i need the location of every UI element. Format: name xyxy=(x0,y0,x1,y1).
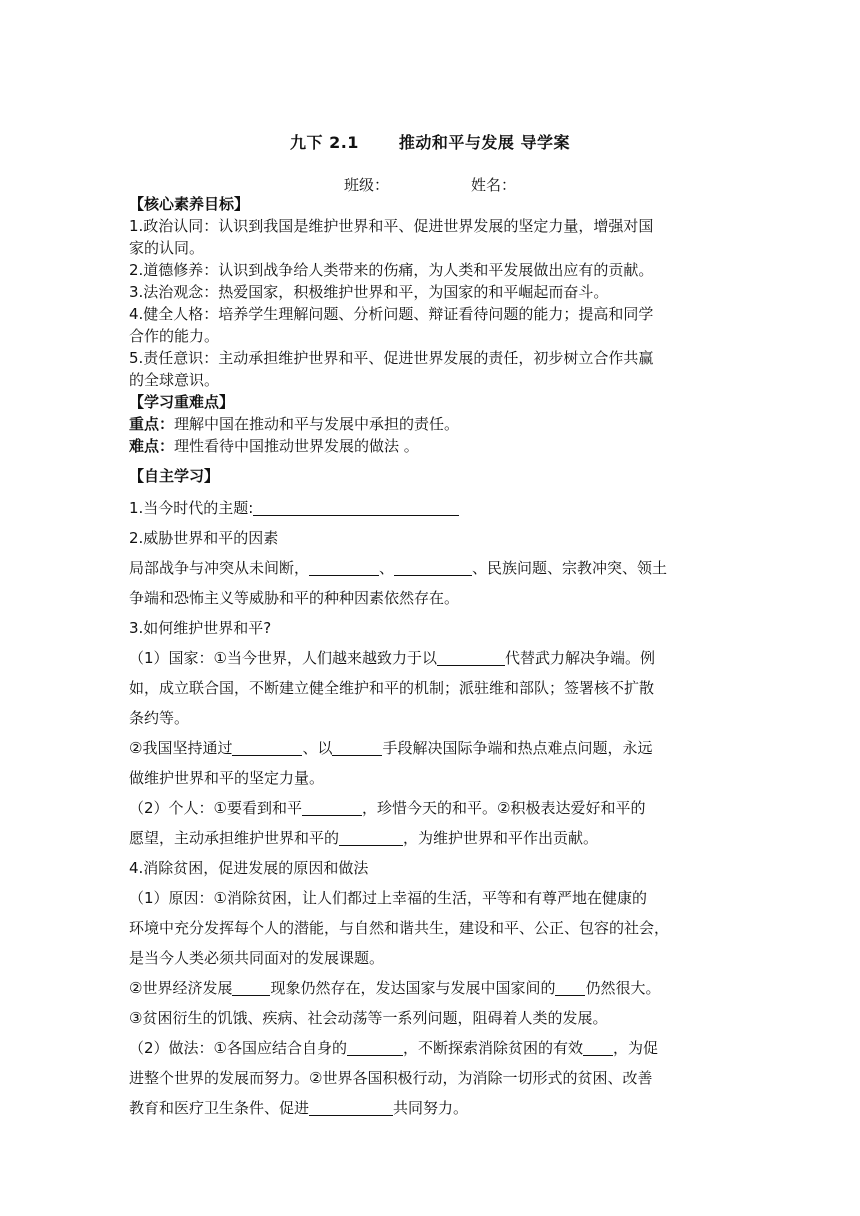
question-3-line: 如，成立联合国，不断建立健全维护和平的机制；派驻维和部队；签署核不扩散 xyxy=(129,679,655,697)
goal-line: 合作的能力。 xyxy=(129,327,220,345)
question-4-line: （2）做法：①各国应结合自身的 ，不断探索消除贫困的有效 ，为促 xyxy=(129,1039,659,1057)
goals-section xyxy=(129,193,741,391)
title-lesson-name: 推动和平与发展 导学案 xyxy=(398,133,570,152)
goal-line: 4.健全人格：培养学生理解问题、分析问题、辩证看待问题的能力；提高和同学 xyxy=(129,305,654,323)
goal-line: 1.政治认同：认识到我国是维护世界和平、促进世界发展的坚定力量，增强对国 xyxy=(129,217,654,235)
answer-blank[interactable] xyxy=(437,648,505,666)
answer-blank[interactable] xyxy=(347,1038,403,1056)
question-3-line: 做维护世界和平的坚定力量。 xyxy=(129,769,325,787)
difficulty-line xyxy=(129,435,741,457)
question-3-line: 愿望，主动承担维护世界和平的 ，为维护世界和平作出贡献。 xyxy=(129,829,599,847)
question-2-title: 2.威胁世界和平的因素 xyxy=(129,529,279,547)
name-label: 姓名： xyxy=(471,176,517,194)
goal-line: 2.道德修养：认识到战争给人类带来的伤痛，为人类和平发展做出应有的贡献。 xyxy=(129,261,654,279)
question-2-line: 争端和恐怖主义等威胁和平的种种因素依然存在。 xyxy=(129,589,460,607)
answer-blank[interactable] xyxy=(394,558,472,576)
goal-line: 3.法治观念：热爱国家，积极维护世界和平，为国家的和平崛起而奋斗。 xyxy=(129,283,609,301)
question-4-line: ②世界经济发展 现象仍然存在，发达国家与发展中国家间的 仍然很大。 xyxy=(129,979,661,997)
goal-line: 家的认同。 xyxy=(129,239,205,257)
student-info-row xyxy=(0,174,860,195)
question-4-title: 4.消除贫困，促进发展的原因和做法 xyxy=(129,859,369,877)
question-4-line: 进整个世界的发展而努力。②世界各国积极行动，为消除一切形式的贫困、改善 xyxy=(129,1069,653,1087)
goals-heading: 【核心素养目标】 xyxy=(129,195,250,213)
answer-blank[interactable] xyxy=(302,798,362,816)
question-4-line: 是当今人类必须共同面对的发展课题。 xyxy=(129,949,385,967)
answer-blank[interactable] xyxy=(332,738,382,756)
focus-text: 理解中国在推动和平与发展中承担的责任。 xyxy=(174,415,460,433)
question-4-line: （1）原因：①消除贫困，让人们都过上幸福的生活，平等和有尊严地在健康的 xyxy=(129,889,647,907)
question-3-line: ②我国坚持通过 、以 手段解决国际争端和热点难点问题，永远 xyxy=(129,739,653,757)
difficulty-text: 理性看待中国推动世界发展的做法 。 xyxy=(174,437,419,455)
question-3-line: （1）国家：①当今世界，人们越来越致力于以 代替武力解决争端。例 xyxy=(129,649,656,667)
answer-blank[interactable] xyxy=(232,738,302,756)
answer-blank[interactable] xyxy=(309,558,379,576)
question-2-line: 局部战争与冲突从未间断， 、 、民族问题、宗教冲突、领土 xyxy=(129,559,668,577)
page-title xyxy=(0,130,860,153)
answer-blank[interactable] xyxy=(309,1098,393,1116)
question-3-title: 3.如何维护世界和平? xyxy=(129,619,272,637)
answer-blank[interactable] xyxy=(339,828,403,846)
goal-line: 5.责任意识：主动承担维护世界和平、促进世界发展的责任，初步树立合作共赢 xyxy=(129,349,654,367)
question-3-line: 条约等。 xyxy=(129,709,190,727)
title-lesson-number: 九下 2.1 xyxy=(290,133,359,152)
difficulty-label: 难点： xyxy=(129,437,175,455)
question-1: 1.当今时代的主题: xyxy=(129,493,741,523)
self-study-section xyxy=(129,465,741,1123)
document-body xyxy=(129,193,741,1123)
question-4-line: ③贫困衍生的饥饿、疾病、社会动荡等一系列问题，阻碍着人类的发展。 xyxy=(129,1009,608,1027)
question-4-line: 教育和医疗卫生条件、促进 共同努力。 xyxy=(129,1099,469,1117)
answer-blank[interactable] xyxy=(253,498,459,516)
answer-blank[interactable] xyxy=(555,978,585,996)
focus-label: 重点： xyxy=(129,415,175,433)
self-study-heading: 【自主学习】 xyxy=(129,467,220,485)
keypoints-heading: 【学习重难点】 xyxy=(129,393,235,411)
question-4-line: 环境中充分发挥每个人的潜能，与自然和谐共生，建设和平、公正、包容的社会， xyxy=(129,919,670,937)
focus-line xyxy=(129,413,741,435)
answer-blank[interactable] xyxy=(583,1038,613,1056)
class-label: 班级： xyxy=(343,176,389,194)
goal-line: 的全球意识。 xyxy=(129,371,220,389)
question-3-line: （2）个人：①要看到和平 ，珍惜今天的和平。②积极表达爱好和平的 xyxy=(129,799,646,817)
answer-blank[interactable] xyxy=(232,978,270,996)
keypoints-section xyxy=(129,391,741,457)
